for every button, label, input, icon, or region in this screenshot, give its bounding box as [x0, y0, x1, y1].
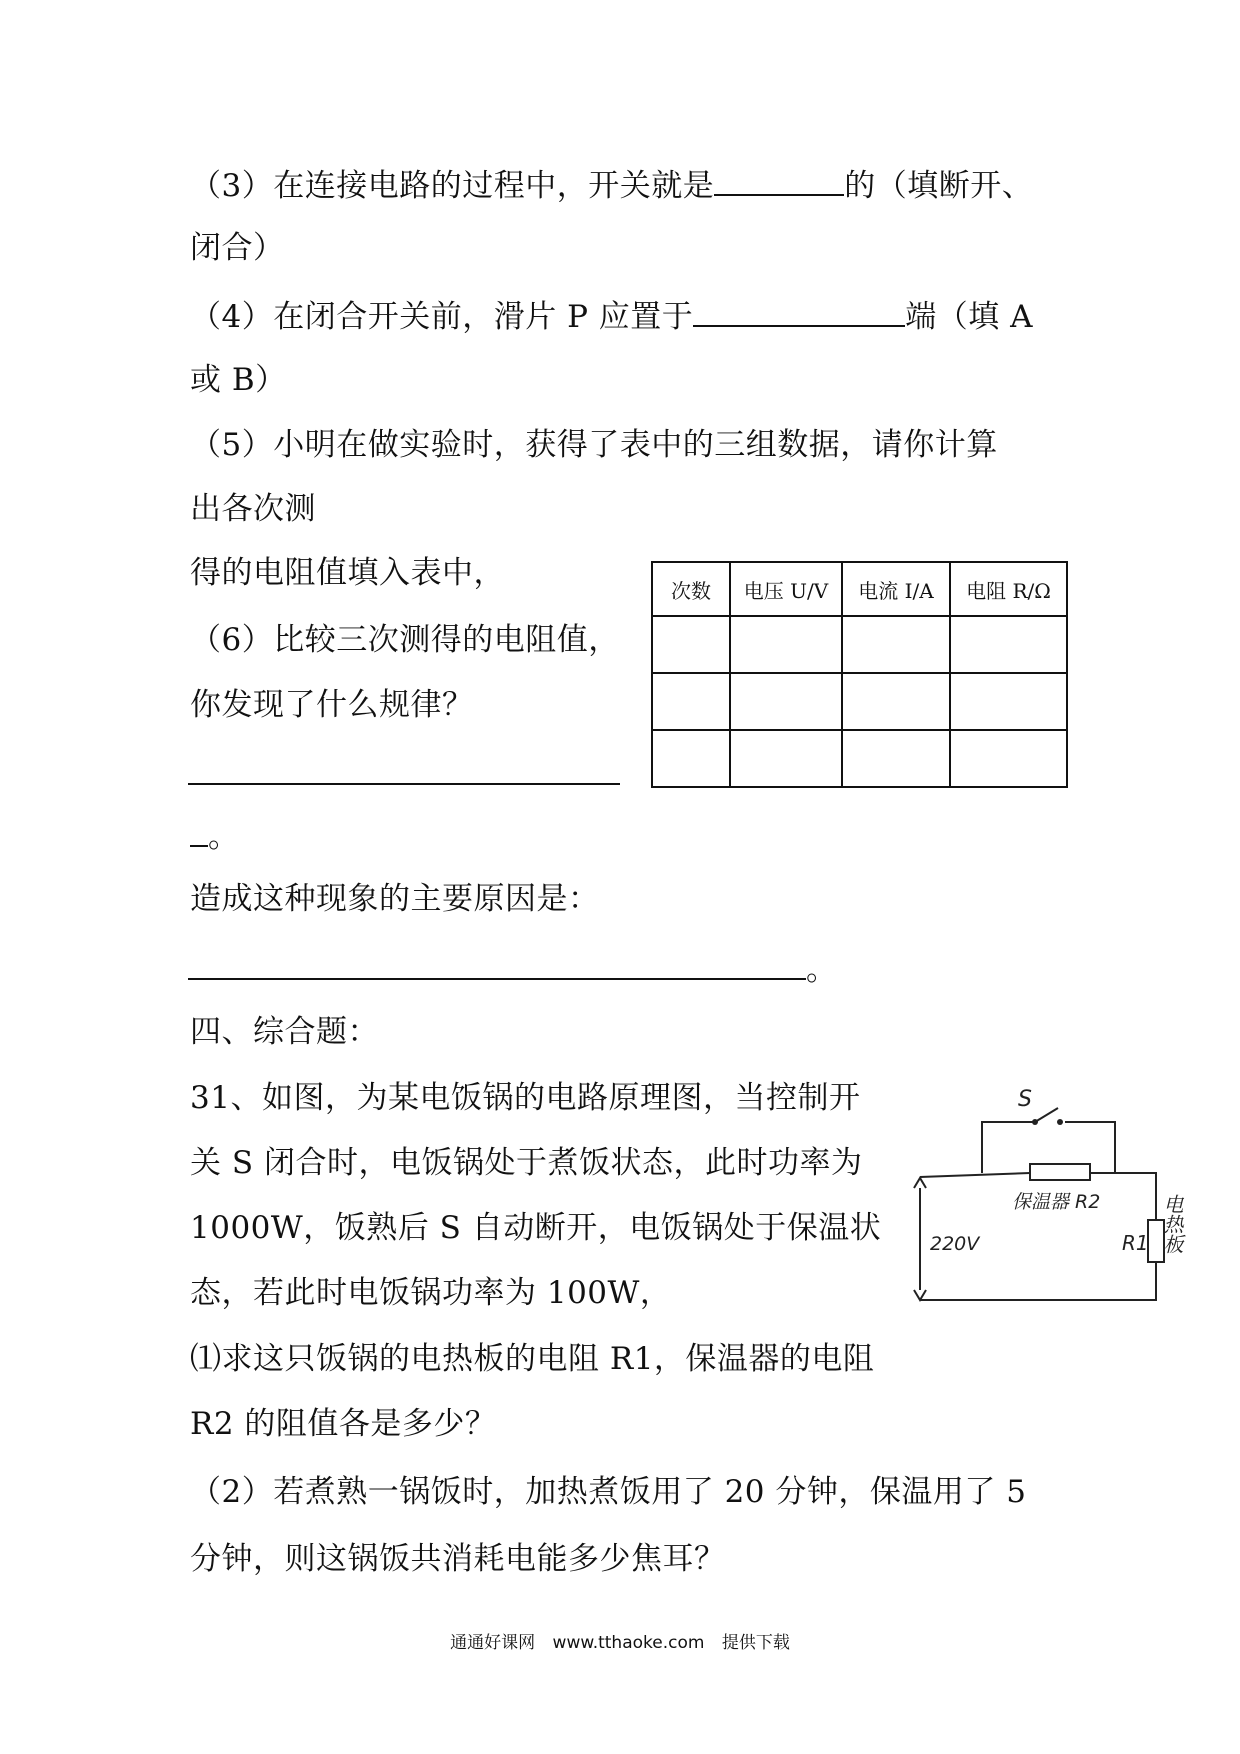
- q5-line1: （5）小明在做实验时，获得了表中的三组数据，请你计算: [190, 427, 998, 463]
- switch-blade: [1035, 1108, 1058, 1122]
- table-cell[interactable]: [730, 730, 842, 787]
- q6-line1: （6）比较三次测得的电阻值，: [190, 622, 620, 658]
- q31-line2: 关 S 闭合时，电饭锅处于煮饭状态，此时功率为: [190, 1145, 863, 1181]
- table-cell[interactable]: [950, 673, 1067, 730]
- switch-label: S: [1018, 1087, 1032, 1112]
- table-cell[interactable]: [652, 616, 730, 673]
- footer-site-name: 通通好课网: [450, 1633, 536, 1653]
- q5-line3: 得的电阻值填入表中，: [190, 555, 505, 591]
- switch-contact-left: [1032, 1119, 1038, 1125]
- q3-text-a: （3）在连接电路的过程中，开关就是: [190, 168, 715, 204]
- table-header-cell: 电压 U/V: [730, 562, 842, 616]
- r1-label: R1: [1122, 1231, 1149, 1255]
- q5-line2: 出各次测: [190, 491, 316, 527]
- q31-sub2-line1: （2）若煮熟一锅饭时，加热煮饭用了 20 分钟，保温用了 5: [190, 1474, 1027, 1510]
- reason-end-mark: 。: [806, 952, 838, 988]
- section4-title: 四、综合题：: [190, 1014, 379, 1050]
- table-header-row: [652, 562, 1067, 616]
- q31-sub2-line2: 分钟，则这锅饭共消耗电能多少焦耳？: [190, 1541, 726, 1577]
- q31-line1: 31、如图，为某电饭锅的电路原理图，当控制开: [190, 1080, 861, 1116]
- footer-suffix: 提供下载: [721, 1633, 790, 1653]
- table-row: [652, 616, 1067, 673]
- reason-answer-blank[interactable]: [188, 978, 806, 980]
- table-cell[interactable]: [950, 730, 1067, 787]
- q31-line3: 1000W，饭熟后 S 自动断开，电饭锅处于保温状: [190, 1210, 882, 1246]
- circuit-diagram: [900, 1070, 1210, 1310]
- table-cell[interactable]: [842, 616, 950, 673]
- q4-text-a: （4）在闭合开关前，滑片 P 应置于: [190, 299, 694, 335]
- q3-text-b: 的（填断开、: [844, 168, 1034, 204]
- q3-line1: [190, 164, 1033, 206]
- table-cell[interactable]: [730, 616, 842, 673]
- footer-url[interactable]: www.tthaoke.com: [552, 1633, 705, 1653]
- table-header-cell: 电流 I/A: [842, 562, 950, 616]
- heater-label: 电热板: [1160, 1194, 1184, 1254]
- table-cell[interactable]: [730, 673, 842, 730]
- table-cell[interactable]: [652, 730, 730, 787]
- q31-line4: 态，若此时电饭锅功率为 100W，: [190, 1275, 672, 1311]
- q31-sub1-line1: ⑴求这只饭锅的电热板的电阻 R1，保温器的电阻: [190, 1341, 875, 1377]
- switch-branch-wire: [982, 1122, 1035, 1173]
- table-cell[interactable]: [842, 730, 950, 787]
- table-cell[interactable]: [652, 673, 730, 730]
- table-row: [652, 730, 1067, 787]
- r2-label: 保温器 R2: [1012, 1191, 1101, 1213]
- reason-label: 造成这种现象的主要原因是：: [190, 881, 600, 917]
- q6-end-mark: 。: [208, 819, 240, 855]
- q4-line1: [190, 295, 1033, 337]
- q6-line2: 你发现了什么规律？: [190, 687, 474, 723]
- q6-answer-blank-cont[interactable]: [190, 815, 208, 847]
- table-cell[interactable]: [950, 616, 1067, 673]
- table-header-cell: 电阻 R/Ω: [950, 562, 1067, 616]
- voltage-label: 220V: [930, 1233, 980, 1255]
- q6-end-line: [190, 815, 240, 857]
- r2-resistor: [1030, 1164, 1090, 1180]
- footer: [0, 1628, 1240, 1653]
- switch-contact-right: [1057, 1119, 1063, 1125]
- q3-line2: 闭合）: [190, 230, 285, 266]
- table-cell[interactable]: [842, 673, 950, 730]
- q4-answer-blank[interactable]: [693, 295, 905, 327]
- table-row: [652, 673, 1067, 730]
- data-table: [651, 561, 1068, 788]
- q6-answer-blank[interactable]: [188, 783, 620, 785]
- table-header-cell: 次数: [652, 562, 730, 616]
- q3-answer-blank[interactable]: [714, 164, 844, 196]
- q4-text-b: 端（填 A: [905, 299, 1034, 335]
- q31-sub1-line2: R2 的阻值各是多少？: [190, 1406, 497, 1442]
- q4-line2: 或 B）: [190, 362, 287, 398]
